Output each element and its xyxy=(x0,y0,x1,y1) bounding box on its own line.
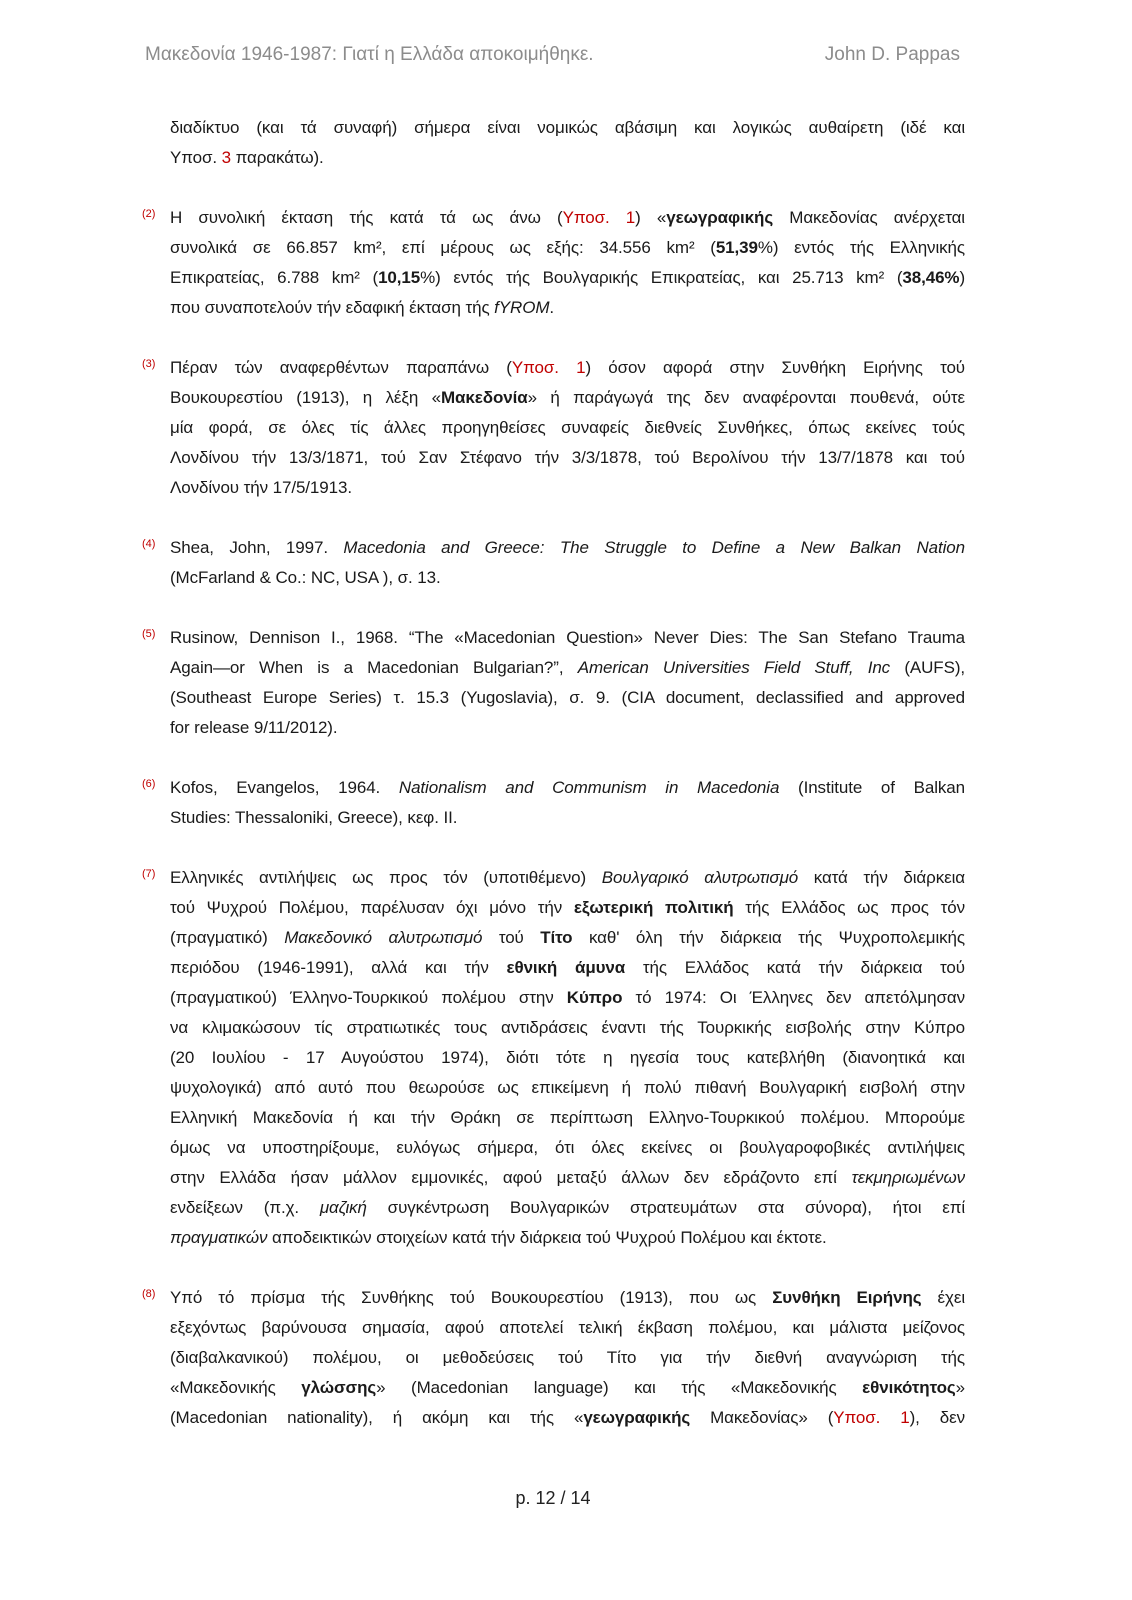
text-run: » (Macedonian language) και τής «Μακεδονικής xyxy=(376,1378,863,1397)
text-run: Λονδίνου τήν 17/5/1913. xyxy=(170,478,352,497)
text-run: Ελληνικές αντιλήψεις ως προς τόν (υποτιθέμενο) xyxy=(170,868,602,887)
bold-text: Συνθήκη Ειρήνης xyxy=(772,1288,922,1307)
text-line xyxy=(170,893,965,923)
text-run: καθ' όλη τήν διάρκεια τής Ψυχροπολεμικής xyxy=(572,928,965,947)
text-run: «Μακεδονικής xyxy=(170,1378,302,1397)
text-run: (AUFS), xyxy=(890,658,966,677)
text-line xyxy=(170,683,965,713)
italic-text: τεκμηριωμένων xyxy=(851,1168,965,1187)
text-line xyxy=(170,1313,965,1343)
red-reference: Υποσ. 1 xyxy=(833,1408,910,1427)
text-line xyxy=(170,143,965,173)
footnote-marker: (3) xyxy=(142,358,156,370)
text-line xyxy=(170,113,965,143)
text-line xyxy=(170,1103,965,1133)
italic-text: fYROM xyxy=(494,298,550,317)
text-run: μία φορά, σε όλες τίς άλλες προηγηθείσες συναφείς διεθνείς Συνθήκες, όπως εκείνες τούς xyxy=(170,418,965,437)
bold-text: εξωτερική πολιτική xyxy=(573,898,734,917)
text-line xyxy=(170,1073,965,1103)
text-run: (Macedonian nationality), ή ακόμη και τής « xyxy=(170,1408,584,1427)
text-run: ) « xyxy=(635,208,667,227)
text-line xyxy=(170,1163,965,1193)
text-run: τής Ελλάδος κατά τήν διάρκεια τού xyxy=(625,958,965,977)
text-line xyxy=(170,473,965,503)
footnote-marker: (2) xyxy=(142,208,156,220)
text-run: (πραγματικού) Έλληνο-Τουρκικού πολέμου στην xyxy=(170,988,567,1007)
text-line xyxy=(170,533,965,563)
footnote-marker: (4) xyxy=(142,538,156,550)
text-run: ), δεν xyxy=(909,1408,965,1427)
text-run: for release 9/11/2012). xyxy=(170,718,338,737)
text-run: ενδείξεων (π.χ. xyxy=(170,1198,320,1217)
text-run: Μακεδονίας ανέρχεται xyxy=(773,208,965,227)
text-run: (Institute of Balkan xyxy=(779,778,965,797)
text-line xyxy=(170,563,965,593)
text-run: όμως να υποστηρίξουμε, ευλόγως σήμερα, ότι όλες εκείνες οι βουλγαροφοβικές αντιλήψεις xyxy=(170,1138,965,1157)
text-run: έχει xyxy=(921,1288,965,1307)
text-line xyxy=(170,263,965,293)
text-run: ) xyxy=(959,268,966,287)
text-run: (πραγματικό) xyxy=(170,928,285,947)
footnote-8 xyxy=(142,1283,965,1433)
text-run: » ή παράγωγά της δεν αναφέρονται πουθενά, ούτε xyxy=(527,388,965,407)
text-run: τής Ελλάδος ως προς τόν xyxy=(733,898,965,917)
text-run: %) εντός τής Βουλγαρικής Επικρατείας, και 25.713 km² ( xyxy=(420,268,903,287)
text-run: περιόδου (1946-1991), αλλά και τήν xyxy=(170,958,507,977)
text-line xyxy=(170,773,965,803)
text-run: Η συνολική έκταση τής κατά τά ως άνω ( xyxy=(170,208,563,227)
text-run: Rusinow, Dennison I., 1968. “The «Macedonian Question» Never Dies: The San Stefano Trauma xyxy=(170,628,965,647)
text-line xyxy=(170,623,965,653)
bold-text: 51,39 xyxy=(715,238,758,257)
text-line xyxy=(170,293,965,323)
italic-text: Μακεδονικό αλυτρωτισμό xyxy=(284,928,483,947)
footnote-marker: (7) xyxy=(142,868,156,880)
footnotes-body xyxy=(142,113,966,1463)
italic-text: American Universities Field Stuff, Inc xyxy=(577,658,891,677)
text-run: Μακεδονίας» ( xyxy=(690,1408,834,1427)
text-run: Kofos, Evangelos, 1964. xyxy=(170,778,399,797)
text-run: Πέραν τών αναφερθέντων παραπάνω ( xyxy=(170,358,512,377)
text-run: Επικρατείας, 6.788 km² ( xyxy=(170,268,379,287)
text-run: στην Ελλάδα ήσαν μάλλον εμμονικές, αφού μεταξύ άλλων δεν εδράζοντο επί xyxy=(170,1168,852,1187)
italic-text: πραγματικών xyxy=(170,1228,268,1247)
italic-text: Macedonia and Greece: The Struggle to Define a New Balkan Nation xyxy=(343,538,965,557)
text-run: Shea, John, 1997. xyxy=(170,538,344,557)
text-run: . xyxy=(549,298,555,317)
text-run: να κλιμακώσουν τίς στρατιωτικές τους αντιδράσεις έναντι τής Τουρκικής εισβολής στην Κύπρο xyxy=(170,1018,965,1037)
red-reference: Υποσ. 1 xyxy=(511,358,586,377)
text-run: που συναποτελούν τήν εδαφική έκταση τής xyxy=(170,298,495,317)
text-line xyxy=(170,1133,965,1163)
text-run: (διαβαλκανικού) πολέμου, οι μεθοδεύσεις τού Τίτο για τήν διεθνή αναγνώριση τής xyxy=(170,1348,965,1367)
text-run: τό 1974: Οι Έλληνες δεν απετόλμησαν xyxy=(622,988,965,1007)
text-line xyxy=(170,1373,965,1403)
bold-text: 10,15 xyxy=(378,268,421,287)
text-line xyxy=(170,233,965,263)
text-run: συνολικά σε 66.857 km², επί μέρους ως εξής: 34.556 km² ( xyxy=(170,238,716,257)
red-reference: 3 xyxy=(221,148,231,167)
text-line xyxy=(170,1043,965,1073)
text-line xyxy=(170,1283,965,1313)
text-line xyxy=(170,383,965,413)
bold-text: εθνικότητος xyxy=(862,1378,956,1397)
text-run: Ελληνική Μακεδονία ή και τήν Θράκη σε περίπτωση Ελληνο-Τουρκικού πολέμου. Μπορούμε xyxy=(170,1108,965,1127)
footnote-6 xyxy=(142,773,965,833)
text-run: συγκέντρωση Βουλγαρικών στρατευμάτων στα σύνορα), ήτοι επί xyxy=(366,1198,966,1217)
text-run: » xyxy=(955,1378,965,1397)
text-line xyxy=(170,443,965,473)
text-run: εξεχόντως βαρύνουσα σημασία, αφού αποτελεί τελική έκβαση πολέμου, και μάλιστα μείζονος xyxy=(170,1318,965,1337)
italic-text: Nationalism and Communism in Macedonia xyxy=(398,778,780,797)
text-line xyxy=(170,1013,965,1043)
text-run: τού xyxy=(482,928,541,947)
text-run: Again—or When is a Macedonian Bulgarian?”, xyxy=(170,658,578,677)
text-run: Λονδίνου τήν 13/3/1871, τού Σαν Στέφανο τήν 3/3/1878, τού Βερολίνου τήν 13/7/1878 και τού xyxy=(170,448,965,467)
footnote-marker: (5) xyxy=(142,628,156,640)
text-line xyxy=(170,1223,965,1253)
footnote-7 xyxy=(142,863,966,1253)
footnote-2 xyxy=(142,203,966,323)
text-run: Υπό τό πρίσμα τής Συνθήκης τού Βουκουρεστίου (1913), που ως xyxy=(170,1288,773,1307)
page-number: p. 12 / 14 xyxy=(515,1488,591,1508)
text-run: διαδίκτυο (και τά συναφή) σήμερα είναι νομικώς αβάσιμη και λογικώς αυθαίρετη (ιδέ και xyxy=(170,118,965,137)
text-line xyxy=(170,1343,965,1373)
bold-text: γεωγραφικής xyxy=(583,1408,691,1427)
footnote-continued xyxy=(170,113,965,173)
text-run: ψυχολογικά) από αυτό που θεωρούσε ως επικείμενη ή πολύ πιθανή Βουλγαρική εισβολή στην xyxy=(170,1078,965,1097)
text-line xyxy=(170,653,965,683)
bold-text: εθνική άμυνα xyxy=(506,958,626,977)
text-line xyxy=(170,353,965,383)
text-line xyxy=(170,713,965,743)
text-run: (20 Ιουλίου - 17 Αυγούστου 1974), διότι τότε η ηγεσία τους κατεβλήθη (διανοητικά και xyxy=(170,1048,965,1067)
text-line xyxy=(170,803,965,833)
text-run: ) όσον αφορά στην Συνθήκη Ειρήνης τού xyxy=(585,358,965,377)
running-header-author: John D. Pappas xyxy=(824,44,960,65)
footnote-marker: (8) xyxy=(142,1288,156,1300)
text-line xyxy=(170,1403,965,1433)
text-run: αποδεικτικών στοιχείων κατά τήν διάρκεια τού Ψυχρού Πολέμου και έκτοτε. xyxy=(267,1228,827,1247)
bold-text: Κύπρο xyxy=(566,988,623,1007)
bold-text: γεωγραφικής xyxy=(666,208,774,227)
text-run: (McFarland & Co.: NC, USA ), σ. 13. xyxy=(170,568,441,587)
text-line xyxy=(170,953,965,983)
bold-text: γλώσσης xyxy=(301,1378,377,1397)
italic-text: μαζική xyxy=(319,1198,367,1217)
footnote-marker: (6) xyxy=(142,778,156,790)
running-header-title: Μακεδονία 1946-1987: Γιατί η Ελλάδα αποκοιμήθηκε. xyxy=(145,44,594,65)
text-run: τού Ψυχρού Πολέμου, παρέλυσαν όχι μόνο τήν xyxy=(170,898,574,917)
text-line xyxy=(170,863,965,893)
text-line xyxy=(170,413,965,443)
text-run: (Southeast Europe Series) τ. 15.3 (Yugoslavia), σ. 9. (CIA document, declassified and approved xyxy=(170,688,965,707)
bold-text: 38,46% xyxy=(902,268,960,287)
text-line xyxy=(170,923,965,953)
text-run: Βουκουρεστίου (1913), η λέξη « xyxy=(170,388,441,407)
text-run: %) εντός τής Ελληνικής xyxy=(757,238,965,257)
red-reference: Υποσ. 1 xyxy=(562,208,636,227)
text-run: Υποσ. xyxy=(170,148,222,167)
footnote-4 xyxy=(142,533,965,593)
footnote-3 xyxy=(142,353,965,503)
text-line xyxy=(170,983,965,1013)
text-run: κατά τήν διάρκεια xyxy=(798,868,965,887)
bold-text: Τίτο xyxy=(540,928,573,947)
text-run: Studies: Thessaloniki, Greece), κεφ. II. xyxy=(170,808,458,827)
text-line xyxy=(170,203,965,233)
bold-text: Μακεδονία xyxy=(441,388,528,407)
text-run: παρακάτω). xyxy=(230,148,324,167)
footnote-5 xyxy=(142,623,966,743)
text-line xyxy=(170,1193,965,1223)
italic-text: Βουλγαρικό αλυτρωτισμό xyxy=(601,868,799,887)
